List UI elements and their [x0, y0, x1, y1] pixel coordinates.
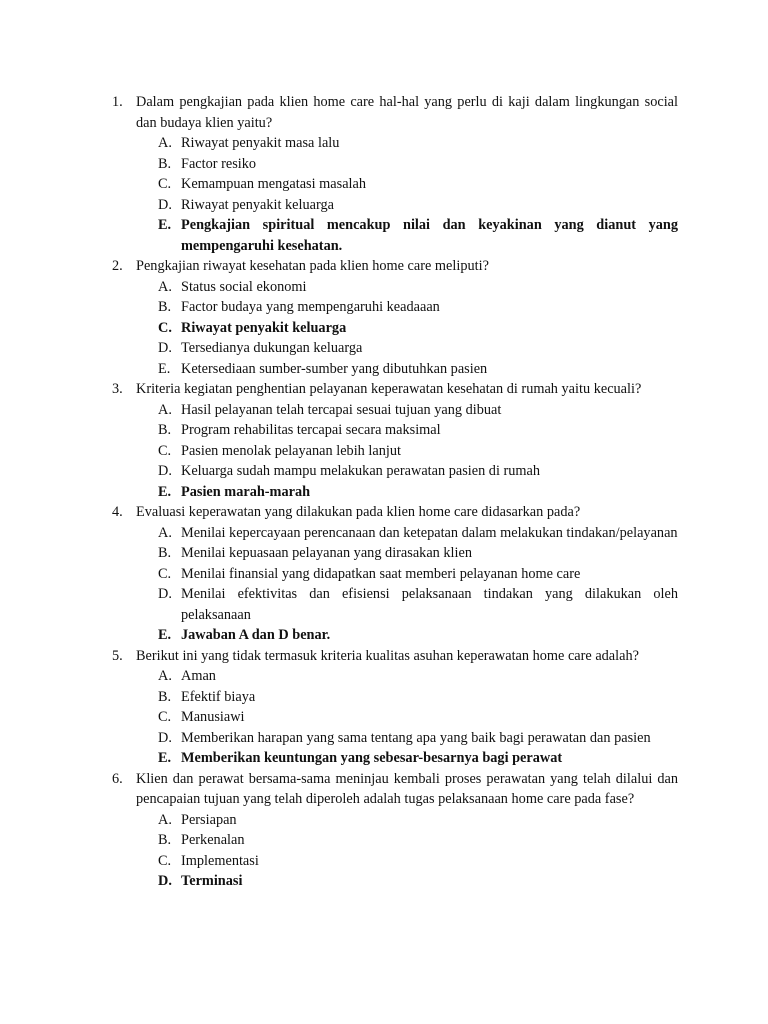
- option-letter: A.: [158, 668, 172, 684]
- option-letter: C.: [158, 442, 172, 459]
- option-item: [158, 564, 678, 585]
- option-item: [158, 441, 678, 462]
- option-text: Pasien menolak pelayanan lebih lanjut: [181, 442, 401, 459]
- option-list: [158, 523, 678, 646]
- option-letter: D.: [158, 463, 172, 479]
- option-letter: B.: [158, 688, 172, 705]
- option-letter: E.: [158, 360, 171, 377]
- option-letter: E.: [158, 627, 172, 643]
- option-text: Factor resiko: [181, 155, 257, 172]
- option-item: [158, 297, 678, 318]
- option-item-correct: [158, 871, 678, 892]
- option-text: Pasien marah-marah: [181, 483, 311, 500]
- option-text: Riwayat penyakit keluarga: [181, 196, 334, 213]
- option-item: [158, 830, 678, 851]
- option-text: Kemampuan mengatasi masalah: [181, 176, 367, 192]
- option-list: [158, 666, 678, 769]
- question-body: [136, 379, 678, 502]
- option-text: Menilai kepercayaan perencanaan dan ketepatan dalam melakukan tindakan/pelayanan: [181, 524, 678, 541]
- option-text: Aman: [181, 668, 216, 684]
- option-item: [158, 523, 678, 544]
- option-item: [158, 400, 678, 421]
- option-item: [158, 359, 678, 380]
- question-text: Pengkajian riwayat kesehatan pada klien home care meliputi?: [136, 258, 489, 274]
- option-item: [158, 666, 678, 687]
- option-letter: A.: [158, 278, 172, 295]
- option-letter: B.: [158, 545, 172, 561]
- question-number: 3.: [112, 381, 123, 397]
- option-item: [158, 133, 678, 154]
- question-body: [136, 92, 678, 256]
- question-number: 2.: [112, 258, 123, 274]
- option-text: Manusiawi: [181, 709, 245, 725]
- option-letter: C.: [158, 319, 172, 336]
- question-body: [136, 769, 678, 892]
- option-item: [158, 707, 678, 728]
- question-text: Dalam pengkajian pada klien home care hal-hal yang perlu di kaji dalam lingkungan social dan budaya klien yaitu?: [136, 94, 678, 131]
- option-letter: E.: [158, 217, 172, 233]
- option-item: [158, 154, 678, 175]
- option-letter: A.: [158, 135, 172, 151]
- option-letter: B.: [158, 155, 172, 172]
- option-text: Ketersediaan sumber-sumber yang dibutuhkan pasien: [181, 360, 488, 377]
- option-item: [158, 420, 678, 441]
- option-item-correct: [158, 482, 678, 503]
- option-item-correct: [158, 748, 678, 769]
- option-letter: C.: [158, 176, 172, 192]
- option-item: [158, 338, 678, 359]
- option-text: Menilai kepuasaan pelayanan yang dirasakan klien: [181, 545, 472, 561]
- option-item-correct: [158, 318, 678, 339]
- option-text: Hasil pelayanan telah tercapai sesuai tujuan yang dibuat: [181, 401, 502, 418]
- question-body: [136, 646, 678, 769]
- question-item: [112, 379, 678, 502]
- question-item: [112, 646, 678, 769]
- option-letter: D.: [158, 340, 172, 356]
- option-text: Factor budaya yang mempengaruhi keadaaan: [181, 299, 440, 315]
- option-letter: A.: [158, 401, 172, 418]
- option-text: Terminasi: [181, 873, 243, 889]
- option-text: Memberikan keuntungan yang sebesar-besarnya bagi perawat: [181, 750, 563, 766]
- option-item: [158, 687, 678, 708]
- option-text: Riwayat penyakit keluarga: [181, 319, 347, 336]
- option-letter: C.: [158, 565, 172, 582]
- option-item: [158, 851, 678, 872]
- question-item: [112, 92, 678, 256]
- option-list: [158, 810, 678, 892]
- question-item: [112, 502, 678, 646]
- question-body: [136, 502, 678, 646]
- question-number: 5.: [112, 647, 123, 664]
- option-item: [158, 728, 678, 749]
- option-letter: A.: [158, 524, 172, 541]
- question-body: [136, 256, 678, 379]
- option-item: [158, 584, 678, 625]
- question-text: Klien dan perawat bersama-sama meninjau kembali proses perawatan yang telah dilalui dan pencapaian tujuan yang telah diperoleh adalah tugas pelaksanaan home care pada fase?: [136, 770, 678, 807]
- option-item: [158, 543, 678, 564]
- option-item-correct: [158, 625, 678, 646]
- option-text: Persiapan: [181, 811, 237, 828]
- question-number: 1.: [112, 94, 123, 110]
- option-letter: B.: [158, 299, 172, 315]
- option-letter: E.: [158, 750, 172, 766]
- option-text: Perkenalan: [181, 832, 245, 848]
- option-text: Status social ekonomi: [181, 278, 307, 295]
- option-letter: D.: [158, 873, 172, 889]
- option-text: Pengkajian spiritual mencakup nilai dan keyakinan yang dianut yang mempengaruhi kesehatan.: [181, 217, 678, 254]
- option-letter: D.: [158, 586, 172, 602]
- option-text: Riwayat penyakit masa lalu: [181, 135, 340, 151]
- option-list: [158, 133, 678, 256]
- option-letter: D.: [158, 729, 172, 746]
- option-text: Keluarga sudah mampu melakukan perawatan pasien di rumah: [181, 463, 541, 479]
- option-item: [158, 174, 678, 195]
- option-item: [158, 277, 678, 298]
- question-item: [112, 256, 678, 379]
- option-letter: C.: [158, 852, 172, 869]
- option-text: Jawaban A dan D benar.: [181, 627, 331, 643]
- option-letter: D.: [158, 196, 172, 213]
- option-letter: E.: [158, 483, 172, 500]
- option-text: Efektif biaya: [181, 688, 256, 705]
- option-text: Tersedianya dukungan keluarga: [181, 340, 363, 356]
- option-item: [158, 195, 678, 216]
- option-list: [158, 400, 678, 503]
- option-text: Program rehabilitas tercapai secara maksimal: [181, 422, 441, 438]
- option-text: Implementasi: [181, 852, 259, 869]
- question-text: Evaluasi keperawatan yang dilakukan pada klien home care didasarkan pada?: [136, 504, 581, 520]
- option-list: [158, 277, 678, 380]
- option-item: [158, 810, 678, 831]
- option-letter: C.: [158, 709, 172, 725]
- option-text: Menilai finansial yang didapatkan saat memberi pelayanan home care: [181, 565, 581, 582]
- option-letter: A.: [158, 811, 172, 828]
- question-item: [112, 769, 678, 892]
- option-text: Menilai efektivitas dan efisiensi pelaksanaan tindakan yang dilakukan oleh pelaksanaan: [181, 586, 678, 623]
- question-number: 6.: [112, 770, 123, 787]
- question-text: Berikut ini yang tidak termasuk kriteria kualitas asuhan keperawatan home care adalah?: [136, 647, 639, 664]
- option-item: [158, 461, 678, 482]
- question-text: Kriteria kegiatan penghentian pelayanan keperawatan kesehatan di rumah yaitu kecuali?: [136, 381, 642, 397]
- option-letter: B.: [158, 832, 172, 848]
- option-letter: B.: [158, 422, 172, 438]
- question-number: 4.: [112, 504, 123, 520]
- option-text: Memberikan harapan yang sama tentang apa yang baik bagi perawatan dan pasien: [181, 729, 651, 746]
- option-item-correct: [158, 215, 678, 256]
- question-list: [112, 92, 678, 892]
